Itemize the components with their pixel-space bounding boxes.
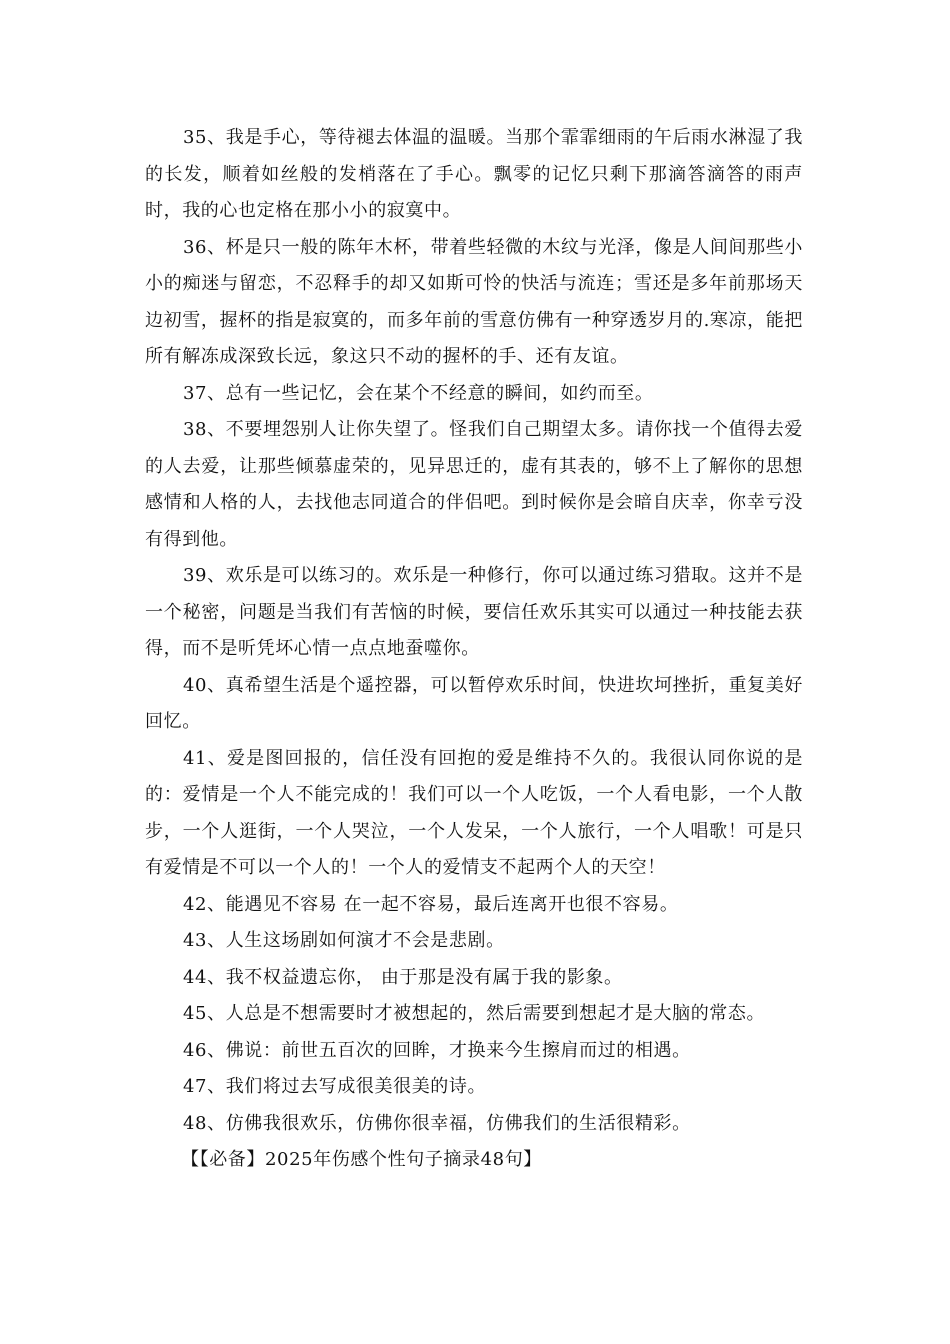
paragraph-45: 45、人总是不想需要时才被想起的，然后需要到想起才是大脑的常态。 <box>183 1003 766 1024</box>
paragraph-40: 40、真希望生活是个遥控器，可以暂停欢乐时间，快进坎坷挫折，重复美好回忆。 <box>145 674 803 732</box>
paragraph-48: 48、仿佛我很欢乐，仿佛你很幸福，仿佛我们的生活很精彩。 <box>183 1112 691 1134</box>
paragraph-41: 41、爱是图回报的，信任没有回抱的爱是维持不久的。我很认同你说的是的：爱情是一个人不能完成的！我们可以一个人吃饭，一个人看电影，一个人散步，一个人逛街，一个人哭泣，一个人发呆，一个人旅行，一个人唱歌！可是只有爱情是不可以一个人的！一个人的爱情支不起两个人的天空！ <box>145 747 803 878</box>
paragraph-46: 46、佛说：前世五百次的回眸，才换来今生擦肩而过的相遇。 <box>183 1039 691 1061</box>
paragraph-44: 44、我不权益遗忘你， 由于那是没有属于我的影象。 <box>183 966 623 988</box>
document-footer-title: 【【必备】2025年伤感个性句子摘录48句】 <box>181 1149 542 1170</box>
paragraph-39: 39、欢乐是可以练习的。欢乐是一种修行，你可以通过练习猎取。这并不是一个秘密，问题是当我们有苦恼的时候，要信任欢乐其实可以通过一种技能去获得，而不是听凭坏心情一点点地蚕噬你。 <box>145 565 803 659</box>
paragraph-37: 37、总有一些记忆，会在某个不经意的瞬间，如约而至。 <box>183 382 654 404</box>
paragraph-47: 47、我们将过去写成很美很美的诗。 <box>183 1076 487 1097</box>
document-body <box>145 120 803 1179</box>
paragraph-43: 43、人生这场剧如何演才不会是悲剧。 <box>183 930 505 951</box>
paragraph-35: 35、我是手心，等待褪去体温的温暖。当那个霏霏细雨的午后雨水淋湿了我的长发，顺着如丝般的发梢落在了手心。飘零的记忆只剩下那滴答滴答的雨声时，我的心也定格在那小小的寂寞中。 <box>145 127 803 221</box>
paragraph-36: 36、杯是只一般的陈年木杯，带着些轻微的木纹与光泽，像是人间间那些小小的痴迷与留恋，不忍释手的却又如斯可怜的快活与流连；雪还是多年前那场天边初雪，握杯的指是寂寞的，而多年前的雪意仿佛有一种穿透岁月的.寒凉，能把所有解冻成深致长远，象这只不动的握杯的手、还有友谊。 <box>145 236 803 367</box>
paragraph-38: 38、不要埋怨别人让你失望了。怪我们自己期望太多。请你找一个值得去爱的人去爱，让那些倾慕虚荣的，见异思迁的，虚有其表的，够不上了解你的思想感情和人格的人，去找他志同道合的伴侣吧。到时候你是会暗自庆幸，你幸亏没有得到他。 <box>145 419 803 550</box>
paragraph-42: 42、能遇见不容易 在一起不容易，最后连离开也很不容易。 <box>183 893 679 915</box>
